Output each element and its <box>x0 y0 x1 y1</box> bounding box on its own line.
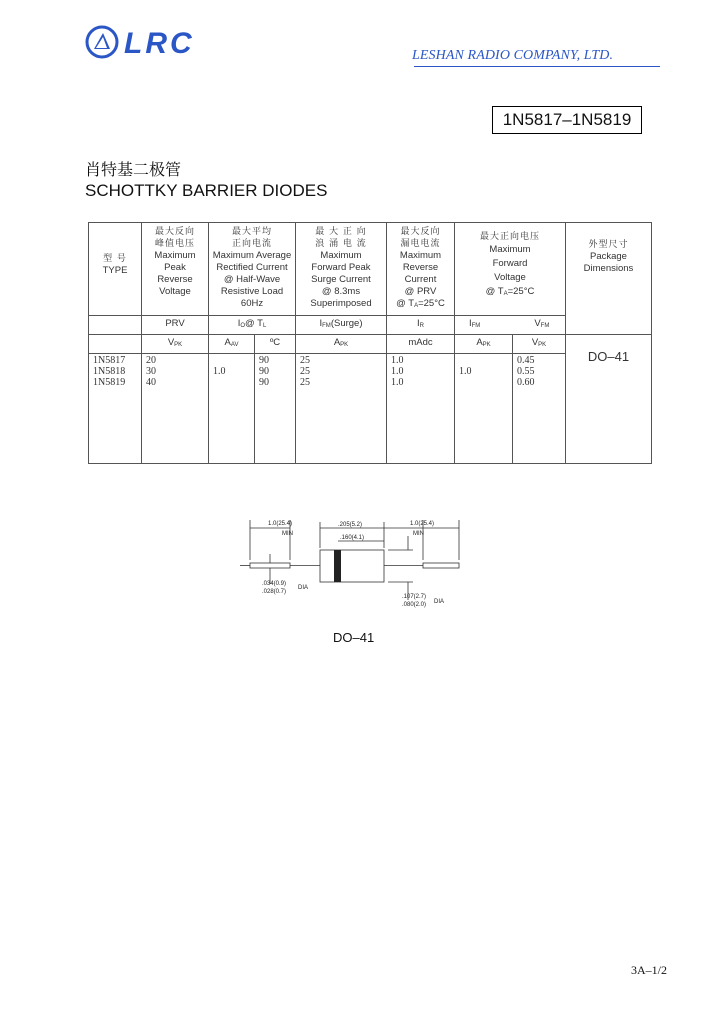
body-dia-label: DIA <box>434 599 445 605</box>
package-value: DO–41 <box>566 335 652 464</box>
col-vfm: 0.45 0.55 0.60 <box>513 354 566 464</box>
lead-min-right: MIN <box>413 531 424 537</box>
lead-length-right: 1.0(25.4) <box>410 521 435 527</box>
param-io: $I_O@$ $T_L$ <box>209 316 296 335</box>
diagram-caption: DO–41 <box>333 630 375 645</box>
col-ifm: 1.0 <box>455 354 513 464</box>
unit-madc: mAdc <box>387 335 455 354</box>
col-prv: 20 30 40 <box>142 354 209 464</box>
spec-table <box>88 222 652 464</box>
header-forward-voltage: 最大正向电压 Maximum Forward Voltage @ $T_A=25^\circ C$ <box>455 223 566 316</box>
title-english: SCHOTTKY BARRIER DIODES <box>85 181 328 200</box>
logo-text: LRC <box>124 27 195 60</box>
header-type: 型 号 TYPE <box>89 223 142 316</box>
param-prv: PRV <box>142 316 209 335</box>
unit-apk2: $A_{PK}$ <box>455 335 513 354</box>
unit-degc: ºC <box>255 335 296 354</box>
lead-length-left: 1.0(25.4) <box>268 521 293 527</box>
header-reverse-voltage: 最大反向 峰值电压 Maximum Peak Reverse Voltage <box>142 223 209 316</box>
do41-outline-diagram <box>238 514 460 610</box>
col-tl: 90 90 90 <box>255 354 296 464</box>
body-length-max: .205(5.2) <box>338 522 363 528</box>
diode-body <box>320 550 384 582</box>
right-lead <box>423 563 459 568</box>
lrc-logo <box>84 24 210 60</box>
col-ir: 1.0 1.0 1.0 <box>387 354 455 464</box>
col-type: 1N5817 1N5818 1N5819 <box>89 354 142 464</box>
unit-row <box>89 335 652 354</box>
unit-vpk: $V_{PK}$ <box>142 335 209 354</box>
param-ifm-vfm: $I_{FM}$ $V_{FM}$ <box>455 316 566 335</box>
part-number-box: 1N5817–1N5819 <box>492 106 642 134</box>
lead-dia-max: .034(0.9) <box>262 581 287 587</box>
header-package: 外型尺寸 Package Dimensions <box>566 223 652 335</box>
col-ifsm: 25 25 25 <box>296 354 387 464</box>
company-underline <box>414 66 660 67</box>
col-io: 1.0 <box>209 354 255 464</box>
body-dia-max: .107(2.7) <box>402 594 427 600</box>
param-ir: $I_R$ <box>387 316 455 335</box>
unit-aav: $A_{AV}$ <box>209 335 255 354</box>
unit-vpk2: $V_{PK}$ <box>513 335 566 354</box>
header-reverse-current: 最大反向 漏电电流 Maximum Reverse Current @ PRV @ $T_A=25^\circ C$ <box>387 223 455 316</box>
body-length-min: .160(4.1) <box>340 535 365 541</box>
param-ifsm: $I_{FM}(Surge)$ <box>296 316 387 335</box>
lead-dia-label: DIA <box>298 585 309 591</box>
company-name: LESHAN RADIO COMPANY, LTD. <box>412 48 614 63</box>
lead-min-left: MIN <box>282 531 293 537</box>
body-dia-min: .080(2.0) <box>402 602 427 608</box>
lead-dia-min: .028(0.7) <box>262 589 287 595</box>
left-lead <box>250 563 290 568</box>
title-chinese: 肖特基二极管 <box>85 160 182 179</box>
cathode-band <box>334 550 341 582</box>
header-rectified-current: 最大平均 正向电流 Maximum Average Rectified Current @ Half-Wave Resistive Load 60Hz <box>209 223 296 316</box>
page-number: 3A–1/2 <box>631 963 667 977</box>
unit-apk: $A_{PK}$ <box>296 335 387 354</box>
header-surge-current: 最 大 正 向 浪 涌 电 流 Maximum Forward Peak Surge Current @ 8.3ms Superimposed <box>296 223 387 316</box>
header-row <box>89 223 652 316</box>
